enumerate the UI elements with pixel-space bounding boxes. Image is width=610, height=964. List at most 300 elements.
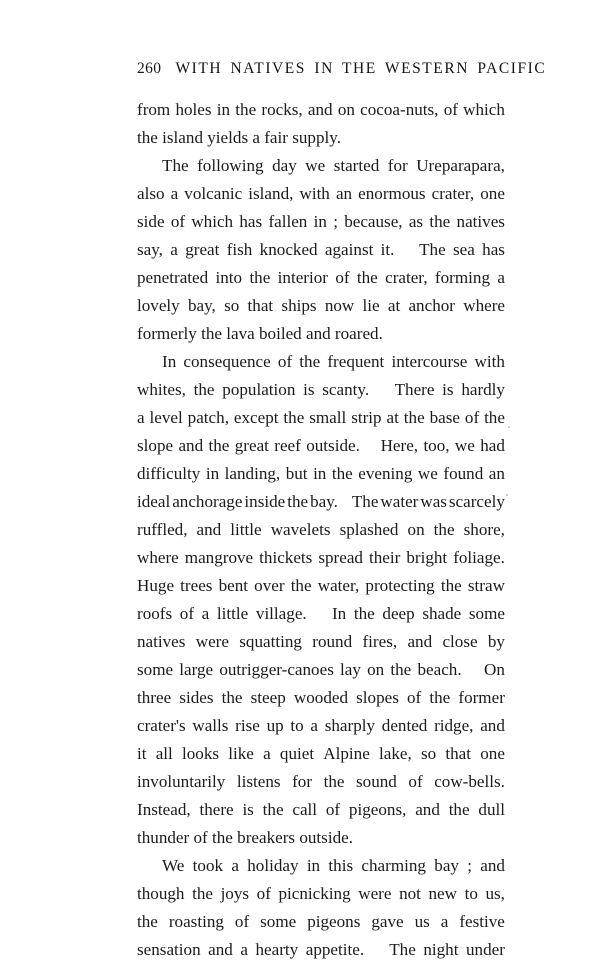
word: crater's (137, 716, 186, 735)
word: dull (478, 800, 505, 819)
word: crater, (431, 184, 475, 203)
word: bent (218, 576, 249, 595)
word: for (292, 772, 313, 791)
text-line (137, 96, 505, 124)
word: that (247, 296, 274, 315)
word: and (307, 100, 333, 119)
word: too, (423, 436, 450, 455)
word: the (208, 436, 230, 455)
page-number: 260 (137, 60, 162, 77)
word: consequence (183, 352, 271, 371)
word: we (417, 464, 438, 483)
word: of (256, 884, 271, 903)
word: some (137, 660, 174, 679)
word: has (482, 240, 505, 259)
word: frequent (327, 352, 385, 371)
word: in (313, 212, 327, 231)
word: also (137, 184, 165, 203)
word: an (488, 464, 505, 483)
word: roasting (168, 912, 224, 931)
word: a (440, 912, 449, 931)
text-line (137, 432, 505, 460)
text-line: thunder of the breakers outside. (137, 828, 353, 847)
word: charming (361, 856, 426, 875)
word: the (429, 212, 451, 231)
word: inside (244, 492, 286, 511)
word: outrigger-canoes (219, 660, 334, 679)
word: of (170, 212, 186, 231)
body-text (137, 96, 505, 964)
word: of (335, 268, 350, 287)
word: volcanic (184, 184, 243, 203)
word: in (216, 100, 231, 119)
word: patch, (187, 408, 229, 427)
word: splashed (339, 520, 399, 539)
word: a (170, 240, 178, 259)
word: anchor (408, 296, 455, 315)
word: In (331, 604, 347, 623)
word: at (387, 296, 401, 315)
word: involuntarily (137, 772, 226, 791)
word: anchorage (172, 492, 243, 511)
text-line (137, 712, 505, 740)
word: the (429, 688, 451, 707)
word: thickets (259, 548, 313, 567)
word: as (408, 212, 424, 231)
word: a (240, 940, 248, 959)
word: lake, (379, 744, 412, 763)
word: of (443, 100, 458, 119)
word: found (443, 464, 484, 483)
word: say, (137, 240, 163, 259)
word: the (390, 660, 412, 679)
sentence-gap (468, 656, 478, 684)
word: lie (362, 296, 380, 315)
word: great (234, 436, 269, 455)
word: is (442, 380, 454, 399)
word: some (260, 912, 297, 931)
word: in (205, 464, 220, 483)
word: water, (317, 576, 360, 595)
word: squatting (239, 632, 302, 651)
word: holes (175, 100, 212, 119)
word: round (312, 632, 353, 651)
word: and (208, 940, 233, 959)
word: the (356, 268, 378, 287)
word: fallen (268, 212, 308, 231)
word: the (448, 800, 470, 819)
word: the (353, 604, 375, 623)
word: to (464, 884, 478, 903)
word: scanty. (322, 380, 370, 399)
text-line (137, 936, 505, 964)
text-line (137, 852, 505, 880)
word: so (420, 744, 437, 763)
word: the (249, 268, 271, 287)
word: ideal (137, 492, 171, 511)
word: of (408, 772, 423, 791)
word: dented (381, 716, 428, 735)
word: beach. (417, 660, 462, 679)
word: island, (248, 184, 294, 203)
word: in (306, 856, 321, 875)
word: The (419, 240, 446, 259)
word: some (468, 604, 505, 623)
word: on (367, 660, 385, 679)
word: is (303, 380, 315, 399)
word: ; (467, 856, 472, 875)
sentence-gap (314, 600, 324, 628)
text-line: formerly the lava boiled and roared. (137, 324, 383, 343)
word: There (394, 380, 435, 399)
word: natives (137, 632, 186, 651)
word: cocoa-nuts, (360, 100, 439, 119)
text-line (137, 264, 505, 292)
word: three (137, 688, 172, 707)
word: protecting (365, 576, 435, 595)
word: we (305, 156, 326, 175)
word: lay (340, 660, 361, 679)
word: The (162, 156, 189, 175)
word: Ureparapara, (416, 156, 505, 175)
word: over (254, 576, 285, 595)
word: of (179, 604, 195, 623)
text-line (137, 572, 505, 600)
word: The (351, 492, 379, 511)
word: the (323, 772, 345, 791)
word: which (463, 100, 505, 119)
word: a (231, 856, 239, 875)
word: level (149, 408, 183, 427)
word: fires, (362, 632, 398, 651)
word: and (178, 436, 204, 455)
word: the (137, 912, 158, 931)
word: ships (281, 296, 317, 315)
word: the (331, 464, 353, 483)
word: took (192, 856, 224, 875)
word: following (197, 156, 264, 175)
word: a (201, 604, 210, 623)
word: the (287, 492, 309, 511)
word: one (480, 184, 505, 203)
word: the (193, 380, 215, 399)
word: straw (467, 576, 505, 595)
word: with (299, 184, 330, 203)
word: new (428, 884, 457, 903)
text-line (137, 180, 505, 208)
word: pigeons, (348, 800, 407, 819)
word: spread (318, 548, 363, 567)
scan-speck-artifact (506, 494, 508, 496)
word: foliage. (453, 548, 505, 567)
word: crater, (385, 268, 428, 287)
word: pigeons (307, 912, 361, 931)
running-title: WITH NATIVES IN THE WESTERN PACIFIC (175, 60, 547, 77)
word: appetite. (305, 940, 365, 959)
word: reef (274, 436, 301, 455)
word: gave (371, 912, 404, 931)
word: because, (344, 212, 403, 231)
text-line (137, 628, 505, 656)
word: and (480, 716, 505, 735)
word: so (224, 296, 240, 315)
word: enormous (358, 184, 426, 203)
word: Here, (380, 436, 419, 455)
word: up (266, 716, 284, 735)
word: for (387, 156, 408, 175)
word: was (420, 492, 447, 511)
word: bright (406, 548, 448, 567)
word: looks (182, 744, 220, 763)
word: sea (453, 240, 475, 259)
word: a (170, 184, 179, 203)
word: on (407, 520, 425, 539)
word: In (162, 352, 177, 371)
word: On (483, 660, 505, 679)
word: slope (137, 436, 174, 455)
word: except (233, 408, 279, 427)
text-line (137, 908, 505, 936)
sentence-gap (402, 236, 412, 264)
text-line (137, 236, 505, 264)
word: picnicking (278, 884, 351, 903)
word: this (328, 856, 354, 875)
word: large (179, 660, 214, 679)
text-line (137, 152, 505, 180)
word: us, (485, 884, 505, 903)
word: lovely (137, 296, 180, 315)
word: interior (277, 268, 328, 287)
word: at (386, 408, 399, 427)
word: shore, (463, 520, 505, 539)
word: by (487, 632, 505, 651)
word: there (199, 800, 234, 819)
word: festive (459, 912, 505, 931)
word: intercourse (391, 352, 468, 371)
word: and (480, 856, 505, 875)
word: mangrove (184, 548, 254, 567)
word: where (137, 548, 179, 567)
word: ruffled, (137, 520, 188, 539)
word: holiday (247, 856, 299, 875)
word: the (192, 884, 213, 903)
word: were (358, 884, 392, 903)
text-line (137, 768, 505, 796)
word: slopes (356, 688, 399, 707)
word: one (480, 744, 505, 763)
word: the (235, 100, 257, 119)
word: that (445, 744, 472, 763)
word: former (458, 688, 505, 707)
word: outside. (306, 436, 360, 455)
word: though (137, 884, 185, 903)
word: penetrated (137, 268, 209, 287)
word: where (463, 296, 505, 315)
word: started (333, 156, 380, 175)
word: which (191, 212, 234, 231)
word: Alpine (323, 744, 370, 763)
word: rise (235, 716, 260, 735)
word: on (337, 100, 355, 119)
word: call (292, 800, 318, 819)
sentence-gap (372, 936, 382, 964)
text-line (137, 880, 505, 908)
text-line (137, 348, 505, 376)
word: all (155, 744, 173, 763)
word: scarcely (448, 492, 505, 511)
word: natives (456, 212, 505, 231)
word: we (454, 436, 475, 455)
word: and (407, 632, 433, 651)
word: listens (236, 772, 281, 791)
text-line (137, 460, 505, 488)
word: not (399, 884, 421, 903)
text-line (137, 516, 505, 544)
word: sharply (324, 716, 376, 735)
word: deep (382, 604, 415, 623)
word: a (137, 408, 145, 427)
scan-speck-artifact (508, 426, 510, 428)
word: into (215, 268, 243, 287)
text-line (137, 544, 505, 572)
text-line (137, 684, 505, 712)
text-line (137, 600, 505, 628)
running-head (137, 60, 547, 84)
word: bay. (310, 492, 338, 511)
sentence-gap (340, 488, 350, 516)
word: is (242, 800, 254, 819)
word: steep (250, 688, 286, 707)
word: with (474, 352, 505, 371)
text-line (137, 404, 505, 432)
word: whites, (137, 380, 186, 399)
word: knocked (259, 240, 318, 259)
word: ; (333, 212, 338, 231)
word: sensation (137, 940, 201, 959)
word: base (429, 408, 460, 427)
word: from (137, 100, 171, 119)
word: hardly (461, 380, 505, 399)
word: to (290, 716, 304, 735)
word: a (497, 268, 505, 287)
word: close (442, 632, 478, 651)
word: sides (179, 688, 214, 707)
word: the (290, 576, 312, 595)
text-line (137, 208, 505, 236)
word: now (324, 296, 355, 315)
word: the (221, 688, 243, 707)
text-line: the island yields a fair supply. (137, 128, 341, 147)
word: of (464, 408, 480, 427)
word: against (324, 240, 374, 259)
word: wooded (293, 688, 348, 707)
word: strip (351, 408, 382, 427)
word: has (239, 212, 263, 231)
word: village. (255, 604, 307, 623)
word: a (310, 716, 318, 735)
word: little (216, 604, 249, 623)
word: of (406, 688, 422, 707)
word: the (283, 408, 305, 427)
word: forming (434, 268, 490, 287)
word: difficulty (137, 464, 201, 483)
word: of (234, 912, 250, 931)
word: shade (422, 604, 462, 623)
word: wavelets (270, 520, 331, 539)
word: day (272, 156, 297, 175)
word: population (222, 380, 296, 399)
word: sound (356, 772, 397, 791)
word: hearty (255, 940, 299, 959)
word: it. (380, 240, 395, 259)
word: cow-bells. (434, 772, 505, 791)
word: in (313, 464, 327, 483)
word: their (368, 548, 401, 567)
word: it (137, 744, 147, 763)
word: We (162, 856, 185, 875)
word: the (433, 520, 455, 539)
word: The (389, 940, 416, 959)
word: side (137, 212, 165, 231)
word: roofs (137, 604, 173, 623)
text-line (137, 376, 505, 404)
text-line (137, 796, 505, 824)
word: night (423, 940, 459, 959)
word: fish (226, 240, 253, 259)
word: bay (434, 856, 459, 875)
word: and (415, 800, 440, 819)
word: a (263, 744, 271, 763)
word: under (465, 940, 505, 959)
word: of (277, 352, 293, 371)
word: rocks, (261, 100, 303, 119)
sentence-gap (377, 376, 387, 404)
sentence-gap (365, 432, 375, 460)
word: little (230, 520, 262, 539)
text-line (137, 656, 505, 684)
word: joys (220, 884, 250, 903)
word: of (325, 800, 341, 819)
word: the (299, 352, 321, 371)
word: great (185, 240, 220, 259)
word: trees (180, 576, 213, 595)
word: evening (358, 464, 413, 483)
word: the (484, 408, 505, 427)
text-line (137, 740, 505, 768)
word: landing, (224, 464, 281, 483)
word: had (480, 436, 505, 455)
word: but (285, 464, 308, 483)
word: walls (192, 716, 229, 735)
word: quiet (279, 744, 315, 763)
word: us (414, 912, 430, 931)
word: Instead, (137, 800, 191, 819)
word: ridge, (434, 716, 474, 735)
word: an (335, 184, 353, 203)
text-line (137, 488, 505, 516)
word: like (228, 744, 254, 763)
word: Huge (137, 576, 175, 595)
word: and (196, 520, 222, 539)
word: were (195, 632, 229, 651)
word: water (380, 492, 419, 511)
word: small (309, 408, 347, 427)
word: the (262, 800, 284, 819)
word: the (403, 408, 425, 427)
text-line (137, 292, 505, 320)
word: bay, (187, 296, 216, 315)
word: the (440, 576, 462, 595)
